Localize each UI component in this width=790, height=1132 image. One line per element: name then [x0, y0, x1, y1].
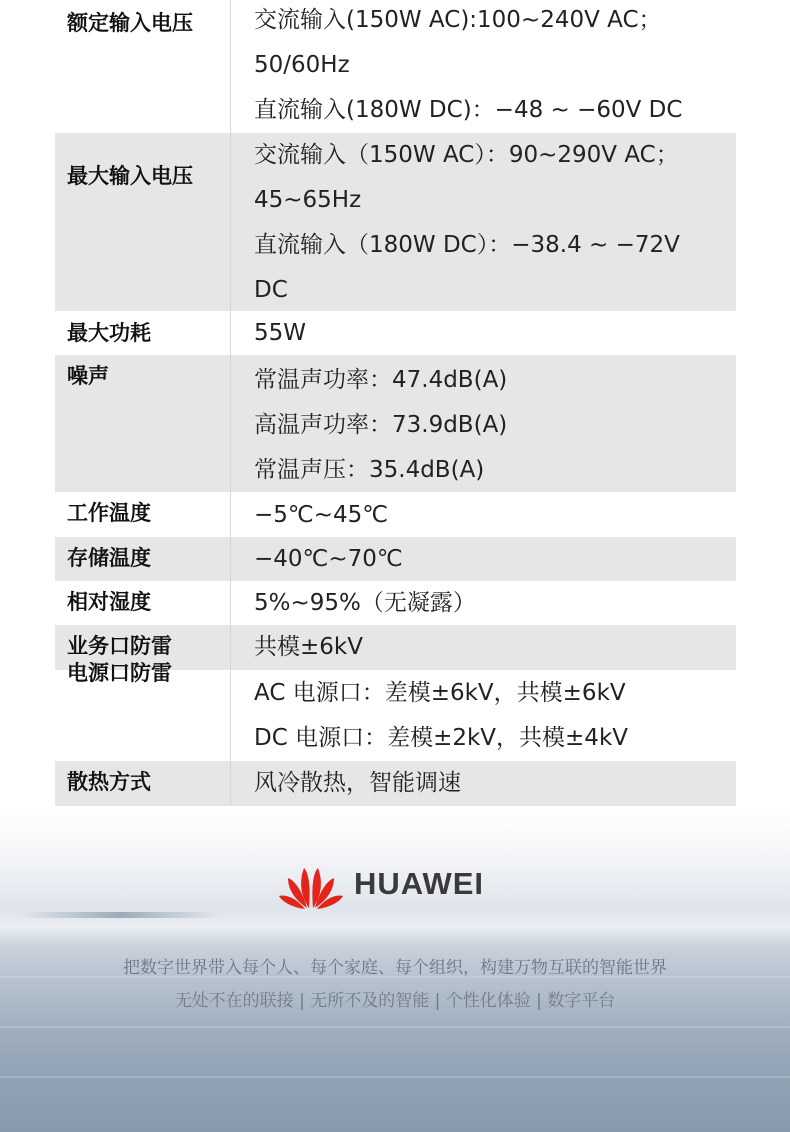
value-line: 常温声压：35.4dB(A) — [254, 457, 485, 483]
huawei-flower-icon — [278, 858, 344, 910]
value-line: 直流输入(180W DC)：−48 ~ −60V DC — [254, 97, 683, 123]
row-value — [231, 0, 736, 133]
row-value: 共模±6kV — [254, 634, 363, 660]
row-storage-temp — [55, 537, 736, 581]
row-value — [231, 670, 736, 761]
row-label: 散热方式 — [55, 761, 231, 806]
value-line: 高温声功率：73.9dB(A) — [254, 412, 508, 438]
row-label: 相对湿度 — [55, 581, 231, 625]
row-label: 噪声 — [55, 355, 231, 492]
value-line: 交流输入（150W AC）：90~290V AC； — [254, 142, 679, 168]
brand-name: HUAWEI — [354, 866, 484, 901]
row-max-power — [55, 311, 736, 355]
value-line: 常温声功率：47.4dB(A) — [254, 367, 508, 393]
row-value: 风冷散热，智能调速 — [254, 770, 461, 796]
row-power-port-lightning — [55, 661, 736, 761]
value-line: DC — [254, 277, 288, 303]
row-value: 5%~95%（无凝露） — [254, 590, 476, 616]
row-rated-input-voltage — [55, 0, 736, 133]
row-value: 55W — [254, 320, 307, 346]
horizon-ship-silhouette — [20, 912, 220, 918]
slogan-line-2: 无处不在的联接 | 无所不及的智能 | 个性化体验 | 数字平台 — [174, 991, 616, 1011]
row-value: −5℃~45℃ — [254, 502, 389, 528]
row-label: 额定输入电压 — [55, 0, 231, 133]
row-label: 工作温度 — [55, 492, 231, 537]
value-line: 交流输入(150W AC):100~240V AC； — [254, 7, 662, 33]
row-value — [231, 355, 736, 492]
row-max-input-voltage — [55, 133, 736, 311]
row-operating-temp — [55, 492, 736, 537]
value-line: 直流输入（180W DC）：−38.4 ~ −72V — [254, 232, 680, 258]
row-humidity — [55, 581, 736, 625]
value-line: 50/60Hz — [254, 52, 350, 78]
row-label: 最大输入电压 — [55, 133, 231, 311]
row-label: 存储温度 — [55, 537, 231, 581]
row-noise — [55, 355, 736, 492]
row-label: 最大功耗 — [55, 311, 231, 355]
row-value: −40℃~70℃ — [254, 546, 403, 572]
row-label: 电源口防雷 — [55, 660, 231, 761]
row-value — [231, 133, 736, 311]
row-label: 业务口防雷 — [55, 625, 231, 670]
value-line: 45~65Hz — [254, 187, 362, 213]
value-line: DC 电源口：差模±2kV，共模±4kV — [254, 725, 628, 751]
spec-table — [55, 0, 736, 806]
slogan-line-1: 把数字世界带入每个人、每个家庭、每个组织，构建万物互联的智能世界 — [123, 958, 667, 978]
row-cooling — [55, 761, 736, 806]
huawei-logo — [278, 858, 484, 910]
wave-line — [0, 1026, 790, 1028]
wave-line — [0, 1076, 790, 1078]
value-line: AC 电源口：差模±6kV，共模±6kV — [254, 680, 626, 706]
